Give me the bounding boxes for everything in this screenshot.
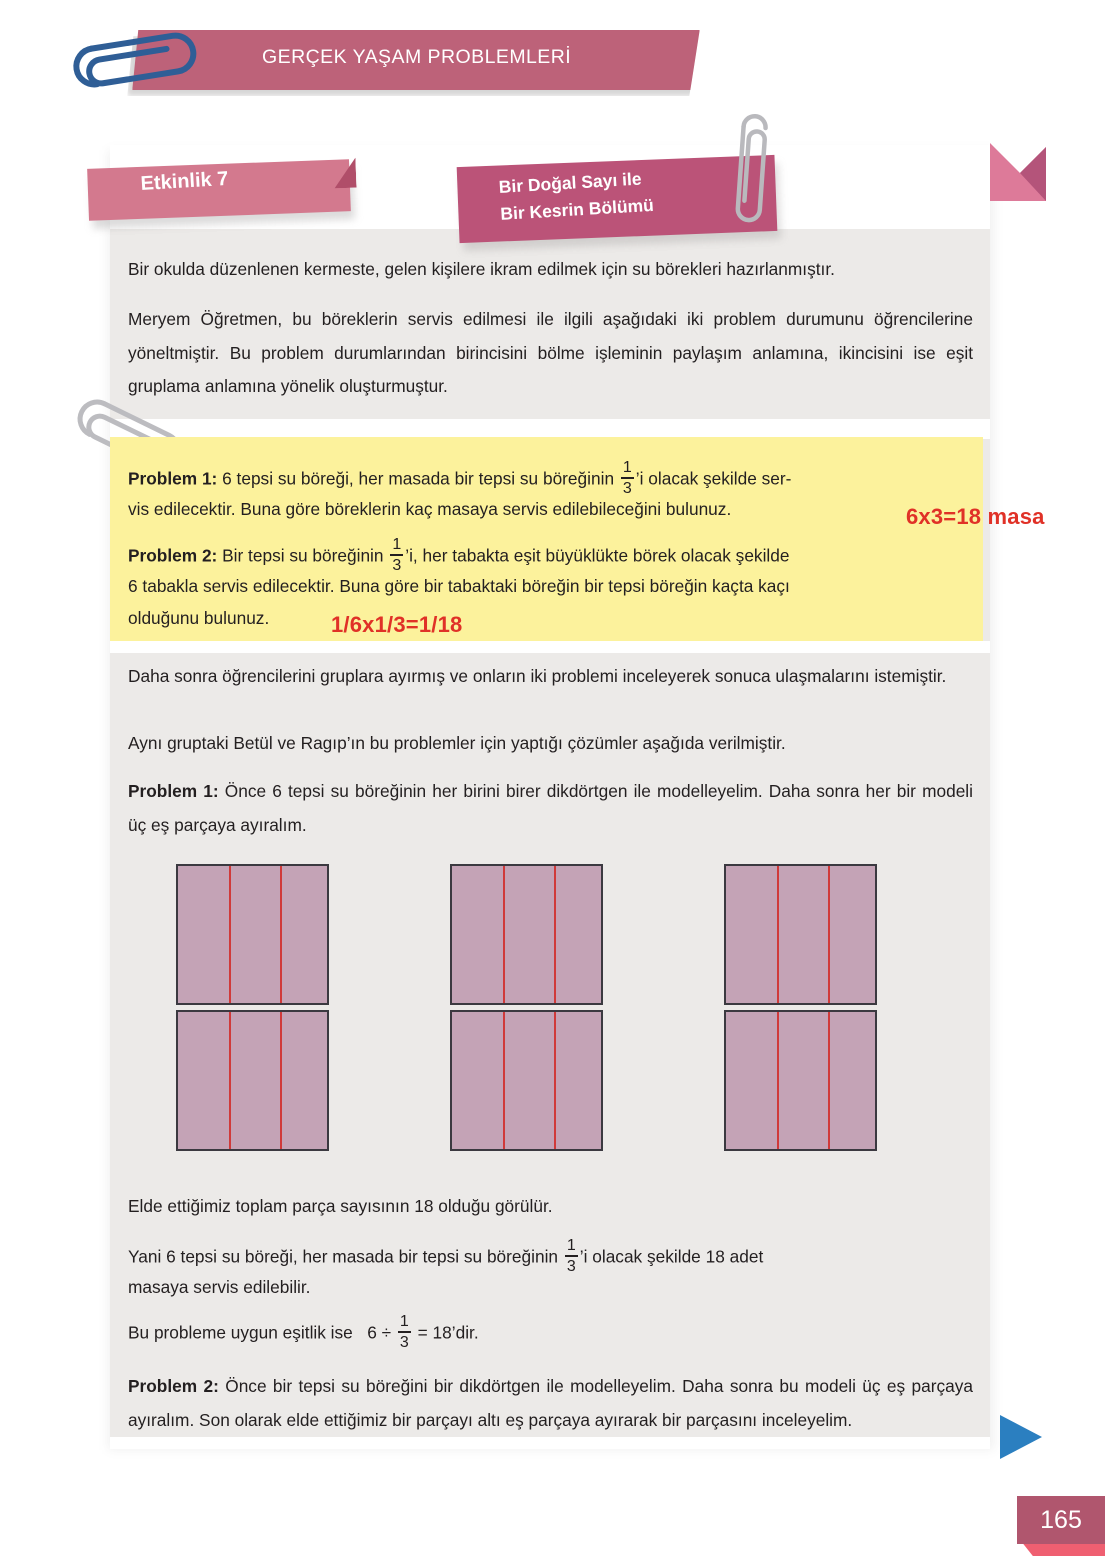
problem-1-line-1 bbox=[128, 460, 958, 498]
model-rectangle bbox=[450, 864, 603, 1005]
result-equation-line bbox=[128, 1314, 973, 1352]
problem-1-solution-text: Önce 6 tepsi su böreğinin her birini birer dikdörtgen ile modelleyelim. Daha sonra her bir modeli üç eş parçaya ayıralım. bbox=[128, 781, 973, 835]
middle-paragraph-4: Aynı gruptaki Betül ve Ragıp’ın bu problemler için yaptığı çözümler aşağıda verilmiştir. bbox=[128, 733, 786, 753]
fraction-numerator: 1 bbox=[622, 459, 632, 476]
subject-line-1: Bir Doğal Sayı ile bbox=[498, 168, 643, 197]
equation-dividend: 6 ÷ bbox=[367, 1322, 392, 1343]
model-divider-line bbox=[280, 1012, 282, 1149]
fraction-one-third bbox=[621, 459, 634, 497]
model-rectangle bbox=[724, 1010, 877, 1151]
fraction-bar bbox=[621, 477, 634, 479]
corner-fold-decoration bbox=[990, 143, 1046, 227]
problem-1-line-2: vis edilecektir. Buna göre böreklerin kaç masaya servis edilebileceğini bulunuz. bbox=[128, 499, 732, 519]
model-rectangle bbox=[176, 864, 329, 1005]
result-7-text-a: Yani 6 tepsi su böreği, her masada bir tepsi su böreğinin bbox=[128, 1246, 559, 1267]
result-paragraph-7-line-2: masaya servis edilebilir. bbox=[128, 1277, 311, 1297]
problem-2-label: Problem 2: bbox=[128, 545, 218, 566]
gap-band bbox=[110, 641, 990, 653]
model-divider-line bbox=[503, 866, 505, 1003]
model-divider-line bbox=[777, 866, 779, 1003]
paperclip-silver-vertical-icon bbox=[726, 113, 772, 243]
fraction-one-third bbox=[390, 536, 403, 574]
page-title: GERÇEK YAŞAM PROBLEMLERİ bbox=[262, 46, 572, 68]
model-divider-line bbox=[828, 866, 830, 1003]
fraction-bar bbox=[398, 1331, 411, 1333]
middle-paragraph-5 bbox=[128, 775, 973, 842]
fraction-bar bbox=[390, 554, 403, 556]
problem-2-line-1 bbox=[128, 537, 958, 575]
result-paragraph-6: Elde ettiğimiz toplam parça sayısının 18 olduğu görülür. bbox=[128, 1196, 553, 1216]
fraction-numerator: 1 bbox=[399, 1313, 409, 1330]
model-divider-line bbox=[229, 1012, 231, 1149]
problem-1-text-a: 6 tepsi su böreği, her masada bir tepsi su böreğinin bbox=[222, 468, 615, 489]
model-divider-line bbox=[554, 1012, 556, 1149]
model-divider-line bbox=[777, 1012, 779, 1149]
fraction-denominator: 3 bbox=[566, 1257, 576, 1275]
model-divider-line bbox=[229, 866, 231, 1003]
fraction-bar bbox=[565, 1255, 578, 1257]
fraction-one-third bbox=[565, 1237, 578, 1275]
fraction-one-third bbox=[398, 1313, 411, 1351]
fraction-denominator: 3 bbox=[399, 1333, 409, 1351]
subject-line-2: Bir Kesrin Bölümü bbox=[499, 194, 655, 224]
page-number: 165 bbox=[1040, 1506, 1082, 1534]
model-rectangle bbox=[176, 1010, 329, 1151]
next-page-triangle-icon[interactable] bbox=[1000, 1415, 1042, 1459]
problem-2-text-a: Bir tepsi su böreğinin bbox=[222, 545, 384, 566]
result-paragraph-9 bbox=[128, 1370, 973, 1437]
annotation-problem-2-answer: 1/6x1/3=1/18 bbox=[331, 612, 463, 637]
model-divider-line bbox=[828, 1012, 830, 1149]
gap-band bbox=[110, 1437, 990, 1449]
intro-paragraph-2: Meryem Öğretmen, bu böreklerin servis edilmesi ile ilgili aşağıdaki iki problem durumunu öğrencilerine yöneltmiştir. Bu problem durumlarından birincisini bölme işleminin paylaşım anlamına, ikincisini ise eşit gruplama anlamına yönelik oluşturmuştur. bbox=[128, 309, 973, 396]
result-paragraph-7-line-1 bbox=[128, 1238, 973, 1276]
equation-intro-text: Bu probleme uygun eşitlik ise bbox=[128, 1322, 353, 1343]
fraction-numerator: 1 bbox=[566, 1237, 576, 1254]
problem-2-solution-text: Önce bir tepsi su böreğini bir dikdörtgen ile modelleyelim. Daha sonra bu modeli üç eş parçaya ayıralım. Son olarak elde ettiğimiz bir parçayı altı eş parçaya ayırarak bir parçasını inceleyelim. bbox=[128, 1376, 973, 1430]
problem-2-line-2: 6 tabakla servis edilecektir. Buna göre bir tabaktaki böreğin bir tepsi böreğin kaçta kaçı bbox=[128, 576, 790, 596]
intro-paragraph-1: Bir okulda düzenlenen kermeste, gelen kişilere ikram edilmek için su börekleri hazırlanmıştır. bbox=[128, 259, 835, 279]
fraction-denominator: 3 bbox=[622, 479, 632, 497]
fraction-numerator: 1 bbox=[392, 536, 402, 553]
problem-1-text-b: ’i olacak şekilde ser- bbox=[635, 468, 792, 489]
paperclip-blue-icon bbox=[64, 22, 206, 100]
annotation-problem-1-answer: 6x3=18 masa bbox=[906, 504, 1045, 529]
model-rectangle bbox=[450, 1010, 603, 1151]
problem-1-solution-label: Problem 1: bbox=[128, 781, 219, 801]
equation-result: = 18’dir. bbox=[417, 1322, 479, 1343]
problem-2-solution-label: Problem 2: bbox=[128, 1376, 219, 1396]
problem-1-label: Problem 1: bbox=[128, 468, 218, 489]
model-divider-line bbox=[503, 1012, 505, 1149]
fraction-denominator: 3 bbox=[392, 556, 402, 574]
model-rectangle bbox=[724, 864, 877, 1005]
problem-2-line-3: olduğunu bulunuz. bbox=[128, 608, 270, 628]
gap-band bbox=[110, 419, 990, 439]
model-divider-line bbox=[554, 866, 556, 1003]
result-7-text-b: ’i olacak şekilde 18 adet bbox=[579, 1246, 764, 1267]
middle-paragraph-3: Daha sonra öğrencilerini gruplara ayırmış ve onların iki problemi inceleyerek sonuca ulaşmalarını istemiştir. bbox=[128, 666, 947, 686]
problem-2-text-b: ’i, her tabakta eşit büyüklükte börek olacak şekilde bbox=[405, 545, 790, 566]
etkinlik-tab-label: Etkinlik 7 bbox=[140, 167, 229, 195]
model-divider-line bbox=[280, 866, 282, 1003]
